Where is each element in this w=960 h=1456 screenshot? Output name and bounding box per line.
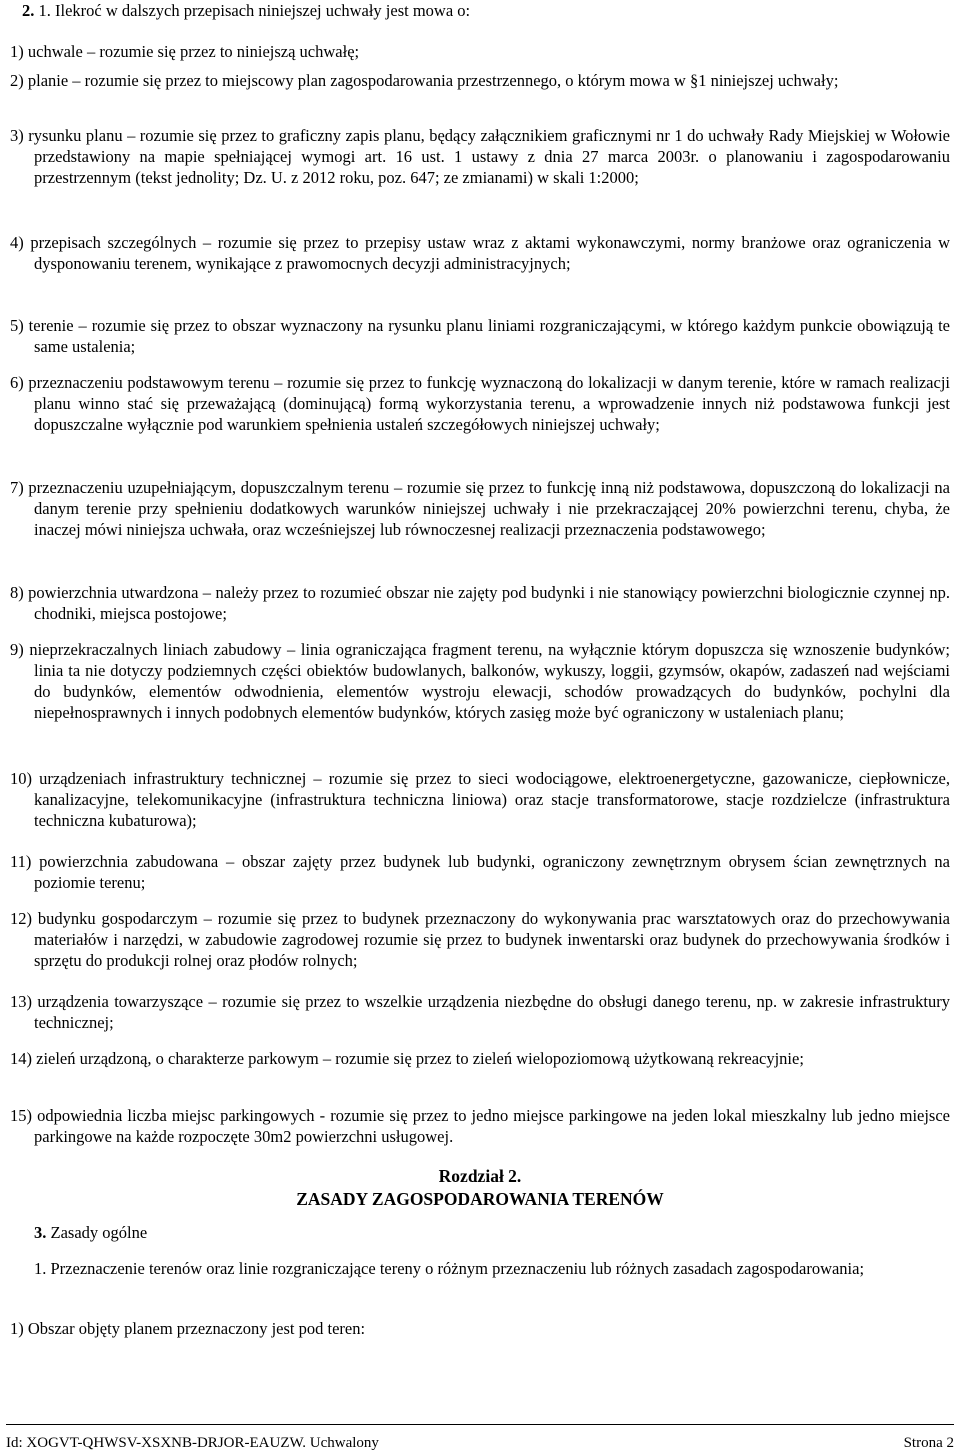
definition-10: 10) urządzeniach infrastruktury technicznej – rozumie się przez to sieci wodociągowe, elektroenergetyczne, gazowanicze, ciepłownicze, kanalizacyjne, telekomunikacyjne (infrastruktura techniczna liniowa) oraz stacje transformatorowe, stacje rozdzielcze (infrastruktura techniczna kubaturowa); bbox=[10, 769, 950, 830]
section-3-heading bbox=[10, 1222, 950, 1243]
footer-divider bbox=[6, 1424, 954, 1425]
definition-3: 3) rysunku planu – rozumie się przez to graficzny zapis planu, będący załącznikiem graficznymi nr 1 do uchwały Rady Miejskiej w Wołowie przedstawiony na mapie spełniającej wymogi art. 16 ust. 1 ustawy z dnia 27 marca 2003r. o planowaniu i zagospodarowaniu przestrzennym (tekst jednolity; Dz. U. z 2012 roku, poz. 647; ze zmianami) w skali 1:2000; bbox=[10, 126, 950, 187]
definition-7: 7) przeznaczeniu uzupełniającym, dopuszczalnym terenu – rozumie się przez to funkcję inną niż podstawowa, dopuszczoną do lokalizacji na danym terenie przy spełnieniu dodatkowych warunków niniejszej uchwały i nie przekraczającej 20% powierzchni terenu, chyba, że inaczej mówi niniejsza uchwała, oraz wcześniejszej lub równoczesnej realizacji przeznaczenia podstawowego; bbox=[10, 478, 950, 539]
chapter-title: ZASADY ZAGOSPODAROWANIA TERENÓW bbox=[296, 1189, 664, 1209]
definition-15: 15) odpowiednia liczba miejsc parkingowych - rozumie się przez to jedno miejsce parkingowe na jeden lokal mieszkalny lub jedno miejsce parkingowe na każde rozpoczęte 30m2 powierzchni usługowej. bbox=[10, 1106, 950, 1146]
definition-8: 8) powierzchnia utwardzona – należy przez to rozumieć obszar nie zajęty pod budynki i nie stanowiący powierzchni biologicznie czynnej np. chodniki, miejsca postojowe; bbox=[10, 583, 950, 623]
footer-document-id: Id: XOGVT-QHWSV-XSXNB-DRJOR-EAUZW. Uchwalony bbox=[6, 1435, 379, 1451]
section-2-heading bbox=[10, 0, 950, 21]
definition-1: 1) uchwale – rozumie się przez to niniejszą uchwałę; bbox=[10, 42, 360, 61]
definition-12: 12) budynku gospodarczym – rozumie się przez to budynek przeznaczony do wykonywania prac warsztatowych oraz do przechowywania materiałów i narzędzi, w zabudowie zagrodowej rozumie się przez to budynek inwentarski oraz budynek do przechowywania środków i sprzętu do produkcji rolnej oraz płodów rolnych; bbox=[10, 909, 950, 970]
section-3-paragraph-2: 1) Obszar objęty planem przeznaczony jest pod teren: bbox=[10, 1319, 366, 1338]
definition-6: 6) przeznaczeniu podstawowym terenu – rozumie się przez to funkcję wyznaczoną do lokalizacji w danym terenie, które w ramach realizacji planu winno stać się przeważającą (dominującą) formą wykorzystania terenu, a wprowadzenie innych niż podstawowa funkcji jest dopuszczalne wyłącznie pod warunkiem spełnienia ustaleń szczegółowych niniejszej uchwały; bbox=[10, 373, 950, 434]
section-3-number: 3. bbox=[34, 1223, 47, 1242]
section-3-paragraph-1: 1. Przeznaczenie terenów oraz linie rozgraniczające tereny o różnym przeznaczeniu lub różnych zasadach zagospodarowania; bbox=[34, 1259, 865, 1278]
definition-13: 13) urządzenia towarzyszące – rozumie się przez to wszelkie urządzenia niezbędne do obsługi danego terenu, np. w zakresie infrastruktury technicznej; bbox=[10, 992, 950, 1032]
definition-9: 9) nieprzekraczalnych liniach zabudowy – linia ograniczająca fragment terenu, na wyłącznie którym dopuszcza się wznoszenie budynków; linia ta nie dotyczy podziemnych części obiektów budowlanych, balkonów, wykuszy, loggii, gzymsów, okapów, zadaszeń nad wejściami do budynków, elementów odwodnienia, elementów wystroju elewacji, schodów prowadzących do budynków, pochylni dla niepełnosprawnych i innych podobnych elementów budynków, których zasięg może być ograniczony w ustaleniach planu; bbox=[10, 640, 950, 722]
section-3-title: Zasady ogólne bbox=[50, 1223, 148, 1242]
definition-14: 14) zieleń urządzoną, o charakterze parkowym – rozumie się przez to zieleń wielopoziomową użytkowaną rekreacyjnie; bbox=[10, 1049, 804, 1068]
chapter-label: Rozdział 2. bbox=[438, 1166, 522, 1186]
definition-4: 4) przepisach szczególnych – rozumie się przez to przepisy ustaw wraz z aktami wykonawczymi, normy branżowe oraz ograniczenia w dysponowaniu terenem, wynikające z prawomocnych decyzji administracyjnych; bbox=[10, 233, 950, 273]
definition-5: 5) terenie – rozumie się przez to obszar wyznaczony na rysunku planu liniami rozgraniczającymi, w którego każdym punkcie obowiązują te same ustalenia; bbox=[10, 316, 950, 356]
section-number: 2. bbox=[22, 1, 35, 20]
definition-2: 2) planie – rozumie się przez to miejscowy plan zagospodarowania przestrzennego, o którym mowa w §1 niniejszej uchwały; bbox=[10, 71, 839, 90]
footer-page-number: Strona 2 bbox=[903, 1435, 954, 1451]
definition-11: 11) powierzchnia zabudowana – obszar zajęty przez budynek lub budynki, ograniczony zewnętrznym obrysem ścian zewnętrznych na poziomie terenu; bbox=[10, 852, 950, 892]
section-intro: 1. Ilekroć w dalszych przepisach niniejszej uchwały jest mowa o: bbox=[38, 1, 471, 20]
